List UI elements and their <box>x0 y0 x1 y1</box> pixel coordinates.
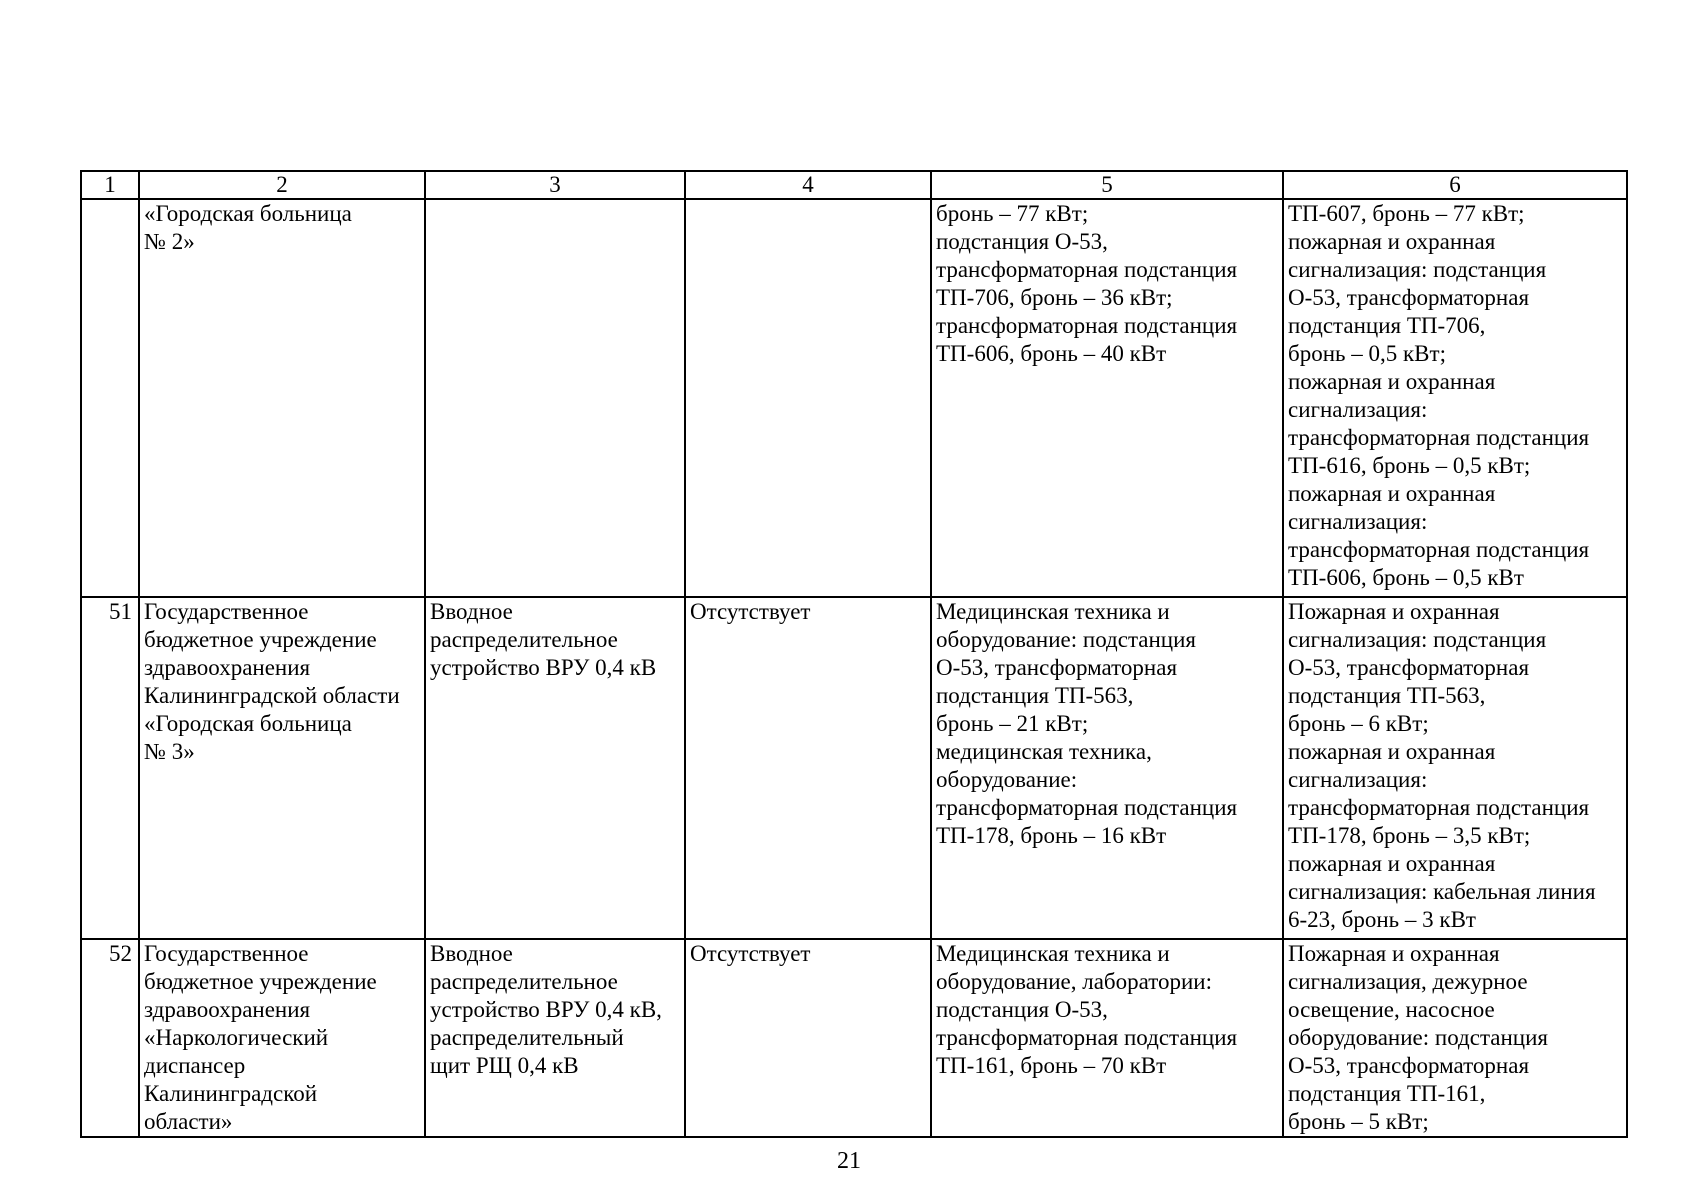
systems-cell: ТП-607, бронь – 77 кВт; пожарная и охранная сигнализация: подстанция О-53, трансформаторная подстанция ТП-706, бронь – 0,5 кВт; пожарная и охранная сигнализация: трансформаторная подстанция ТП-616, бронь – 0,5 кВт; пожарная и охранная сигнализация: трансформаторная подстанция ТП-606, бронь – 0,5 кВт <box>1283 199 1627 597</box>
organization-cell: Государственное бюджетное учреждение здравоохранения «Наркологический диспансер Калининградской области» <box>139 939 425 1137</box>
systems-cell: Пожарная и охранная сигнализация, дежурное освещение, насосное оборудование: подстанция О-53, трансформаторная подстанция ТП-161, бронь – 5 кВт; <box>1283 939 1627 1137</box>
column-header: 2 <box>139 171 425 199</box>
column-header: 6 <box>1283 171 1627 199</box>
consumers-cell: бронь – 77 кВт; подстанция О-53, трансформаторная подстанция ТП-706, бронь – 36 кВт; трансформаторная подстанция ТП-606, бронь – 40 кВт <box>931 199 1283 597</box>
backup-source-cell: Отсутствует <box>685 597 931 939</box>
page-number: 21 <box>837 1148 861 1174</box>
backup-source-cell: Отсутствует <box>685 939 931 1137</box>
table-row <box>81 939 1627 1137</box>
backup-source-cell <box>685 199 931 597</box>
switchgear-cell <box>425 199 685 597</box>
row-number: 52 <box>81 939 139 1137</box>
row-number: 51 <box>81 597 139 939</box>
table-row <box>81 199 1627 597</box>
column-header: 3 <box>425 171 685 199</box>
organization-cell: «Городская больница № 2» <box>139 199 425 597</box>
switchgear-cell: Вводное распределительное устройство ВРУ 0,4 кВ, распределительный щит РЩ 0,4 кВ <box>425 939 685 1137</box>
column-header: 4 <box>685 171 931 199</box>
table-header-row <box>81 171 1627 199</box>
consumers-cell: Медицинская техника и оборудование: подстанция О-53, трансформаторная подстанция ТП-563, бронь – 21 кВт; медицинская техника, оборудование: трансформаторная подстанция ТП-178, бронь – 16 кВт <box>931 597 1283 939</box>
switchgear-cell: Вводное распределительное устройство ВРУ 0,4 кВ <box>425 597 685 939</box>
power-supply-table <box>80 170 1628 1138</box>
column-header: 5 <box>931 171 1283 199</box>
organization-cell: Государственное бюджетное учреждение здравоохранения Калининградской области «Городская больница № 3» <box>139 597 425 939</box>
column-header: 1 <box>81 171 139 199</box>
systems-cell: Пожарная и охранная сигнализация: подстанция О-53, трансформаторная подстанция ТП-563, бронь – 6 кВт; пожарная и охранная сигнализация: трансформаторная подстанция ТП-178, бронь – 3,5 кВт; пожарная и охранная сигнализация: кабельная линия 6-23, бронь – 3 кВт <box>1283 597 1627 939</box>
table-row <box>81 597 1627 939</box>
consumers-cell: Медицинская техника и оборудование, лаборатории: подстанция О-53, трансформаторная подстанция ТП-161, бронь – 70 кВт <box>931 939 1283 1137</box>
row-number <box>81 199 139 597</box>
